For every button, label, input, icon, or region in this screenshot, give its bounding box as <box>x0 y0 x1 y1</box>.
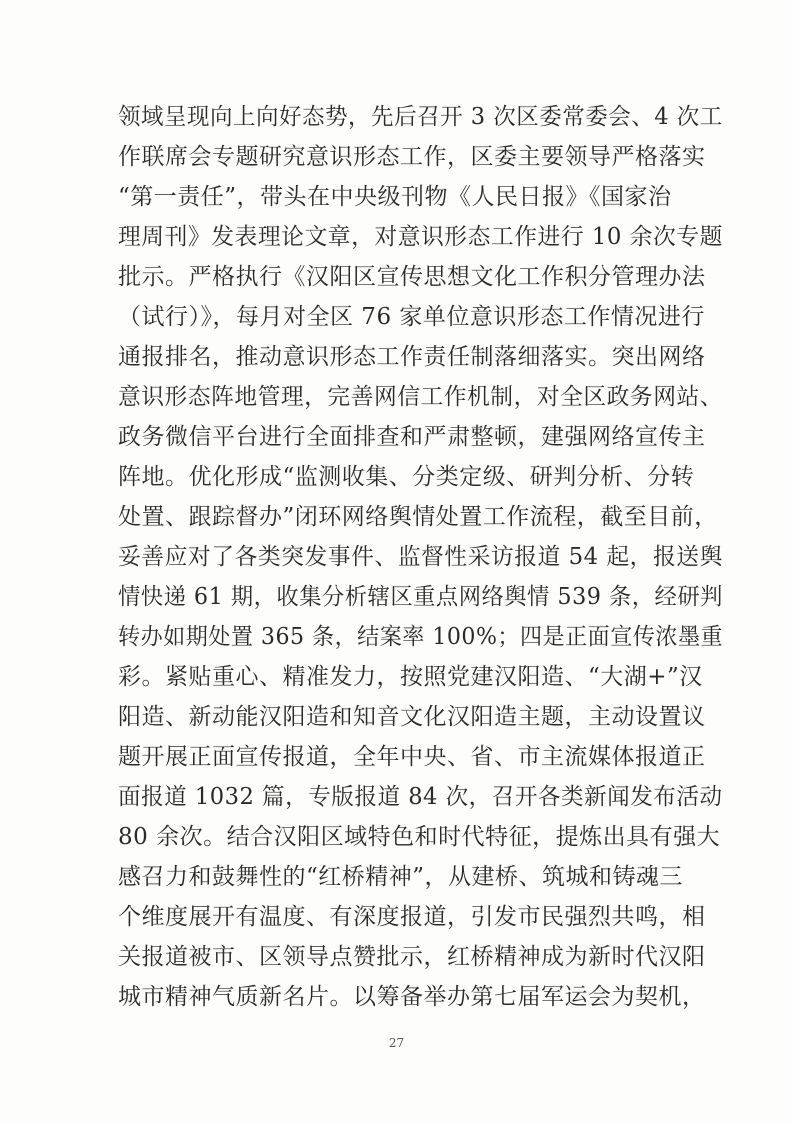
body-text-line: 个维度展开有温度、有深度报道，引发市民强烈共鸣，相 <box>118 904 706 930</box>
body-text-line: 城市精神气质新名片。以筹备举办第七届军运会为契机， <box>118 984 706 1010</box>
body-text-line: 80 余次。结合汉阳区域特色和时代特征，提炼出具有强大 <box>118 824 721 850</box>
body-text-line: 妥善应对了各类突发事件、监督性采访报道 54 起，报送舆 <box>118 544 723 570</box>
body-text-line: 理周刊》发表理论文章，对意识形态工作进行 10 余次专题 <box>118 224 723 250</box>
body-text-line: 转办如期处置 365 条，结案率 100%；四是正面宣传浓墨重 <box>118 624 724 650</box>
body-text-line: 阳造、新动能汉阳造和知音文化汉阳造主题，主动设置议 <box>118 704 706 730</box>
body-text-line: 政务微信平台进行全面排查和严肃整顿，建强网络宣传主 <box>118 424 706 450</box>
page-number: 27 <box>388 1036 405 1050</box>
body-text-line: 题开展正面宣传报道，全年中央、省、市主流媒体报道正 <box>118 744 706 770</box>
body-text-line: 批示。严格执行《汉阳区宣传思想文化工作积分管理办法 <box>118 264 706 290</box>
body-text-line: 情快递 61 期，收集分析辖区重点网络舆情 539 条，经研判 <box>118 584 723 610</box>
body-text-line: 阵地。优化形成“监测收集、分类定级、研判分析、分转 <box>118 464 695 490</box>
body-text-line: 通报排名，推动意识形态工作责任制落细落实。突出网络 <box>118 344 706 370</box>
body-text-line: 作联席会专题研究意识形态工作，区委主要领导严格落实 <box>118 144 706 170</box>
body-text-line: 关报道被市、区领导点赞批示，红桥精神成为新时代汉阳 <box>118 944 706 970</box>
body-text-line: “第一责任”，带头在中央级刊物《人民日报》《国家治 <box>118 184 672 210</box>
body-text-line: 感召力和鼓舞性的“红桥精神”，从建桥、筑城和铸魂三 <box>118 864 684 890</box>
body-text-line: 领域呈现向上向好态势，先后召开 3 次区委常委会、4 次工 <box>118 104 723 130</box>
body-text-line: 面报道 1032 篇，专版报道 84 次，召开各类新闻发布活动 <box>118 784 723 810</box>
body-text-line: 意识形态阵地管理，完善网信工作机制，对全区政务网站、 <box>118 384 723 410</box>
body-text-line: （试行）》，每月对全区 76 家单位意识形态工作情况进行 <box>118 304 705 330</box>
body-text-line: 彩。紧贴重心、精准发力，按照党建汉阳造、“大湖+”汉 <box>118 664 703 690</box>
body-text-line: 处置、跟踪督办”闭环网络舆情处置工作流程，截至目前， <box>118 504 718 530</box>
